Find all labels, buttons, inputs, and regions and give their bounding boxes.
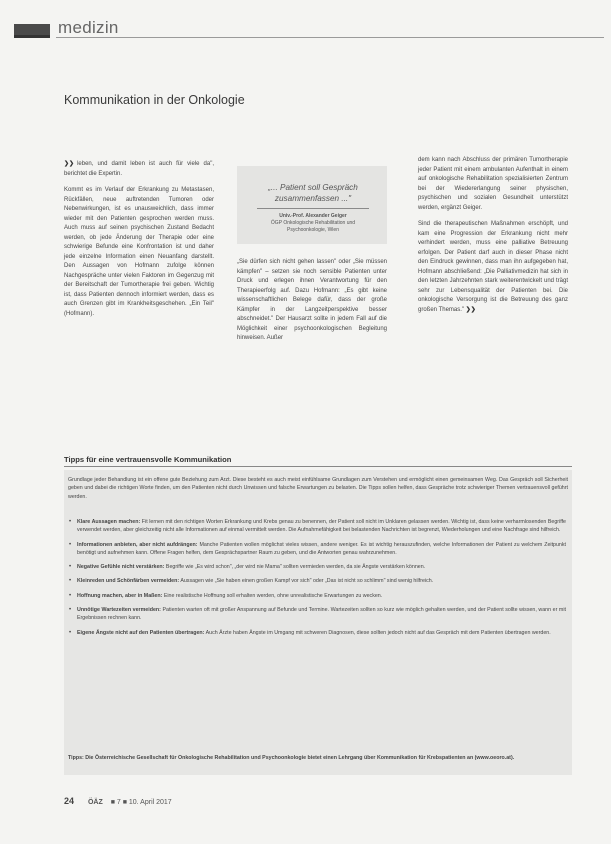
page-footer (64, 796, 172, 806)
tip-lead: Eigene Ängste nicht auf den Patienten übertragen: (77, 629, 205, 636)
page-number: 24 (64, 796, 75, 806)
article-end-marker: ❯❯ (465, 306, 476, 313)
tip-lead: Negative Gefühle nicht verstärken: (77, 564, 165, 571)
pull-quote-affiliation: ÖGP Onkologische Rehabilitation und Psychoonkologie, Wien (270, 220, 356, 233)
tips-list (68, 518, 566, 643)
paragraph: „Sie dürfen sich nicht gehen lassen" oder „Sie müssen kämpfen" – setzen sie noch sensible Patienten unter Druck und erlegen ihnen Verantwortung für den Therapieerfolg auf. Dazu Hofmann: „Es gibt keine wissenschaftlichen Belege dafür, dass der große Kämpfer in der Langzeitperspektive besser abschneidet." Der Hausarzt sollte in jedem Fall auf die Möglichkeit einer psychoonkologischen Begleitung hinweisen. Außer (237, 259, 387, 341)
tip-lead: Informationen anbieten, aber nicht aufdrängen: (77, 541, 198, 548)
tips-box (64, 470, 572, 775)
tip-item (68, 606, 566, 623)
pull-quote-text: „... Patient soll Gespräch zusammenfassen ..." (268, 183, 358, 203)
tips-heading: Tipps für eine vertrauensvolle Kommunikation (64, 455, 232, 464)
paragraph: Kommt es im Verlauf der Erkrankung zu Metastasen, Rückfällen, neue auftretenden Tumoren oder Nebenwirkungen, ist es unausweichlich, dass immer wieder mit den Patienten gesprochen werden muss. Auch muss auf seinen psychischen Zustand Bedacht werden, ob jede Änderung der Therapie oder eine schwierige Befunde eine Konfrontation ist und daher jede einzelne Information einen Neuanfang darstellt. Den Aussagen von Hofmann zufolge können Nachgespräche unter vielen Faktoren im Gegenzug mit der Bereitschaft der Tumortherapie frei geben. Wichtig ist, dass Patienten dennoch informiert werden, dass es auch Grenzen gibt im Krankheitsgeschehen. „Ein Teil" (Hofmann). (64, 187, 214, 317)
text-column-2 (237, 258, 387, 351)
article-title: Kommunikation in der Onkologie (64, 93, 245, 107)
tip-lead: Kleinreden und Schönfärben vermeiden: (77, 578, 180, 585)
tip-item (68, 518, 566, 535)
tip-lead: Hoffnung machen, aber in Maßen: (77, 592, 163, 599)
pull-quote-attribution (251, 213, 375, 234)
text-column-1 (64, 160, 214, 326)
tip-item (68, 563, 566, 571)
tip-text: Aussagen wie „Sie haben einen großen Kampf vor sich" oder „Das ist nicht so schlimm" sind wenig hilfreich. (180, 578, 434, 585)
paragraph (64, 160, 214, 179)
tip-text: Manche Patienten wollen möglichst vieles wissen, andere weniger. Es ist wichtig herauszufinden, welche Informationen der Patient zu welchem Zeitpunkt benötigt und aufnehmen kann. Offene Fragen helfen, dem Gesprächspartner Raum zu geben, und die Antworten genau wahrzunehmen. (77, 541, 566, 556)
tip-item (68, 592, 566, 600)
header-rule (56, 37, 604, 38)
paragraph (418, 220, 568, 315)
pull-quote-author: Univ.-Prof. Alexander Geiger (279, 213, 347, 219)
paragraph: dem kann nach Abschluss der primären Tumortherapie jeder Patient mit einem ambulanten Aufenthalt in einem auf onkologische Rehabilitation spezialisierten Zentrum bei der Wiedererlangung seiner physischen, psychischen und sozialen Gesundheit unterstützt werden, ergänzt Geiger. (418, 157, 568, 211)
tip-text: Fit lernen mit den richtigen Worten Erkrankung und Krebs genau zu benennen, der Patient soll nicht im Unklaren gelassen werden. Wichtig ist, dass keine verharmlosenden Begriffe verwendet werden, aber gleichzeitig nicht alle Informationen auf einmal vermittelt werden. Die Aufnahmefähigkeit bei belastenden Nachrichten ist begrenzt, Wiederholungen und eine Nachfrage sind hilfreich. (77, 519, 566, 534)
text-column-3 (418, 156, 568, 322)
issue-info: ■ 7 ■ 10. April 2017 (110, 799, 172, 806)
column-start-marker: ❯❯ (64, 161, 75, 167)
tip-item (68, 577, 566, 585)
pull-quote-rule (257, 208, 369, 209)
tip-lead: Klare Aussagen machen: (77, 519, 141, 525)
paragraph-text: Sind die therapeutischen Maßnahmen erschöpft, und kam eine Progression der Erkrankung nicht mehr verhindert werden, muss eine palliative Betreuung erfolgen. Der Patient darf auch in dieser Phase nicht den Eindruck gewinnen, dass man ihn aufgegeben hat, Hofmann abschließend: „Die Palliativmedizin hat sich in den letzten Jahrzehnten stark weiterentwickelt und trägt sehr zur Lebensqualität der Patienten bei. Die onkologische Versorgung ist die Betreuung des ganz großen Themas." (418, 221, 568, 313)
tip-lead: Unnötige Wartezeiten vermeiden: (77, 607, 161, 614)
tips-intro: Grundlage jeder Behandlung ist ein offene gute Beziehung zum Arzt. Diese besteht es auch meist einfühlsame Grundlagen zum Verstehen und ermöglicht einen gemeinsamen Weg. Das Gespräch soll Sicherheit geben und dabei die richtigen Worte finden, um den Patienten nicht durch Unwissen und falsche Erwartungen zu belasten. Die Tipps sollen helfen, dass Gespräche trotz schwieriger Themen vertrauensvoll geführt werden. (68, 477, 568, 500)
tip-text: Eine realistische Hoffnung soll erhalten werden, ohne unrealistische Erwartungen zu wecken. (163, 592, 383, 599)
tips-rule (64, 466, 572, 467)
pull-quote (237, 166, 387, 244)
section-label: medizin (58, 18, 119, 37)
tips-outro: Tipps: Die Österreichische Gesellschaft für Onkologische Rehabilitation und Psychoonkologie bietet einen Lehrgang über Kommunikation für Krebspatienten an (www.oeoro.at). (68, 755, 515, 761)
tip-text: Begriffe wie „Es wird schon", „der wird nie Mama" sollten vermieden werden, da sie Ängste verstärken können. (165, 564, 426, 571)
magazine-name: ÖÄZ (87, 799, 103, 806)
tip-item (68, 629, 566, 637)
section-marker-bar (14, 35, 50, 38)
tip-text: Patienten warten oft mit großer Anspannung auf Befunde und Termine. Wartezeiten sollten so kurz wie möglich gehalten werden, und der Patient sollte wissen, wann er mit Ergebnissen rechnen kann. (77, 607, 566, 622)
tip-item (68, 541, 566, 558)
paragraph-text: leben, und damit leben ist auch für viele da", berichtet die Expertin. (64, 161, 214, 177)
tip-text: Auch Ärzte haben Ängste im Umgang mit schweren Diagnosen, diese sollten jedoch nicht auf das Gespräch mit dem Patienten übertragen werden. (205, 629, 551, 636)
